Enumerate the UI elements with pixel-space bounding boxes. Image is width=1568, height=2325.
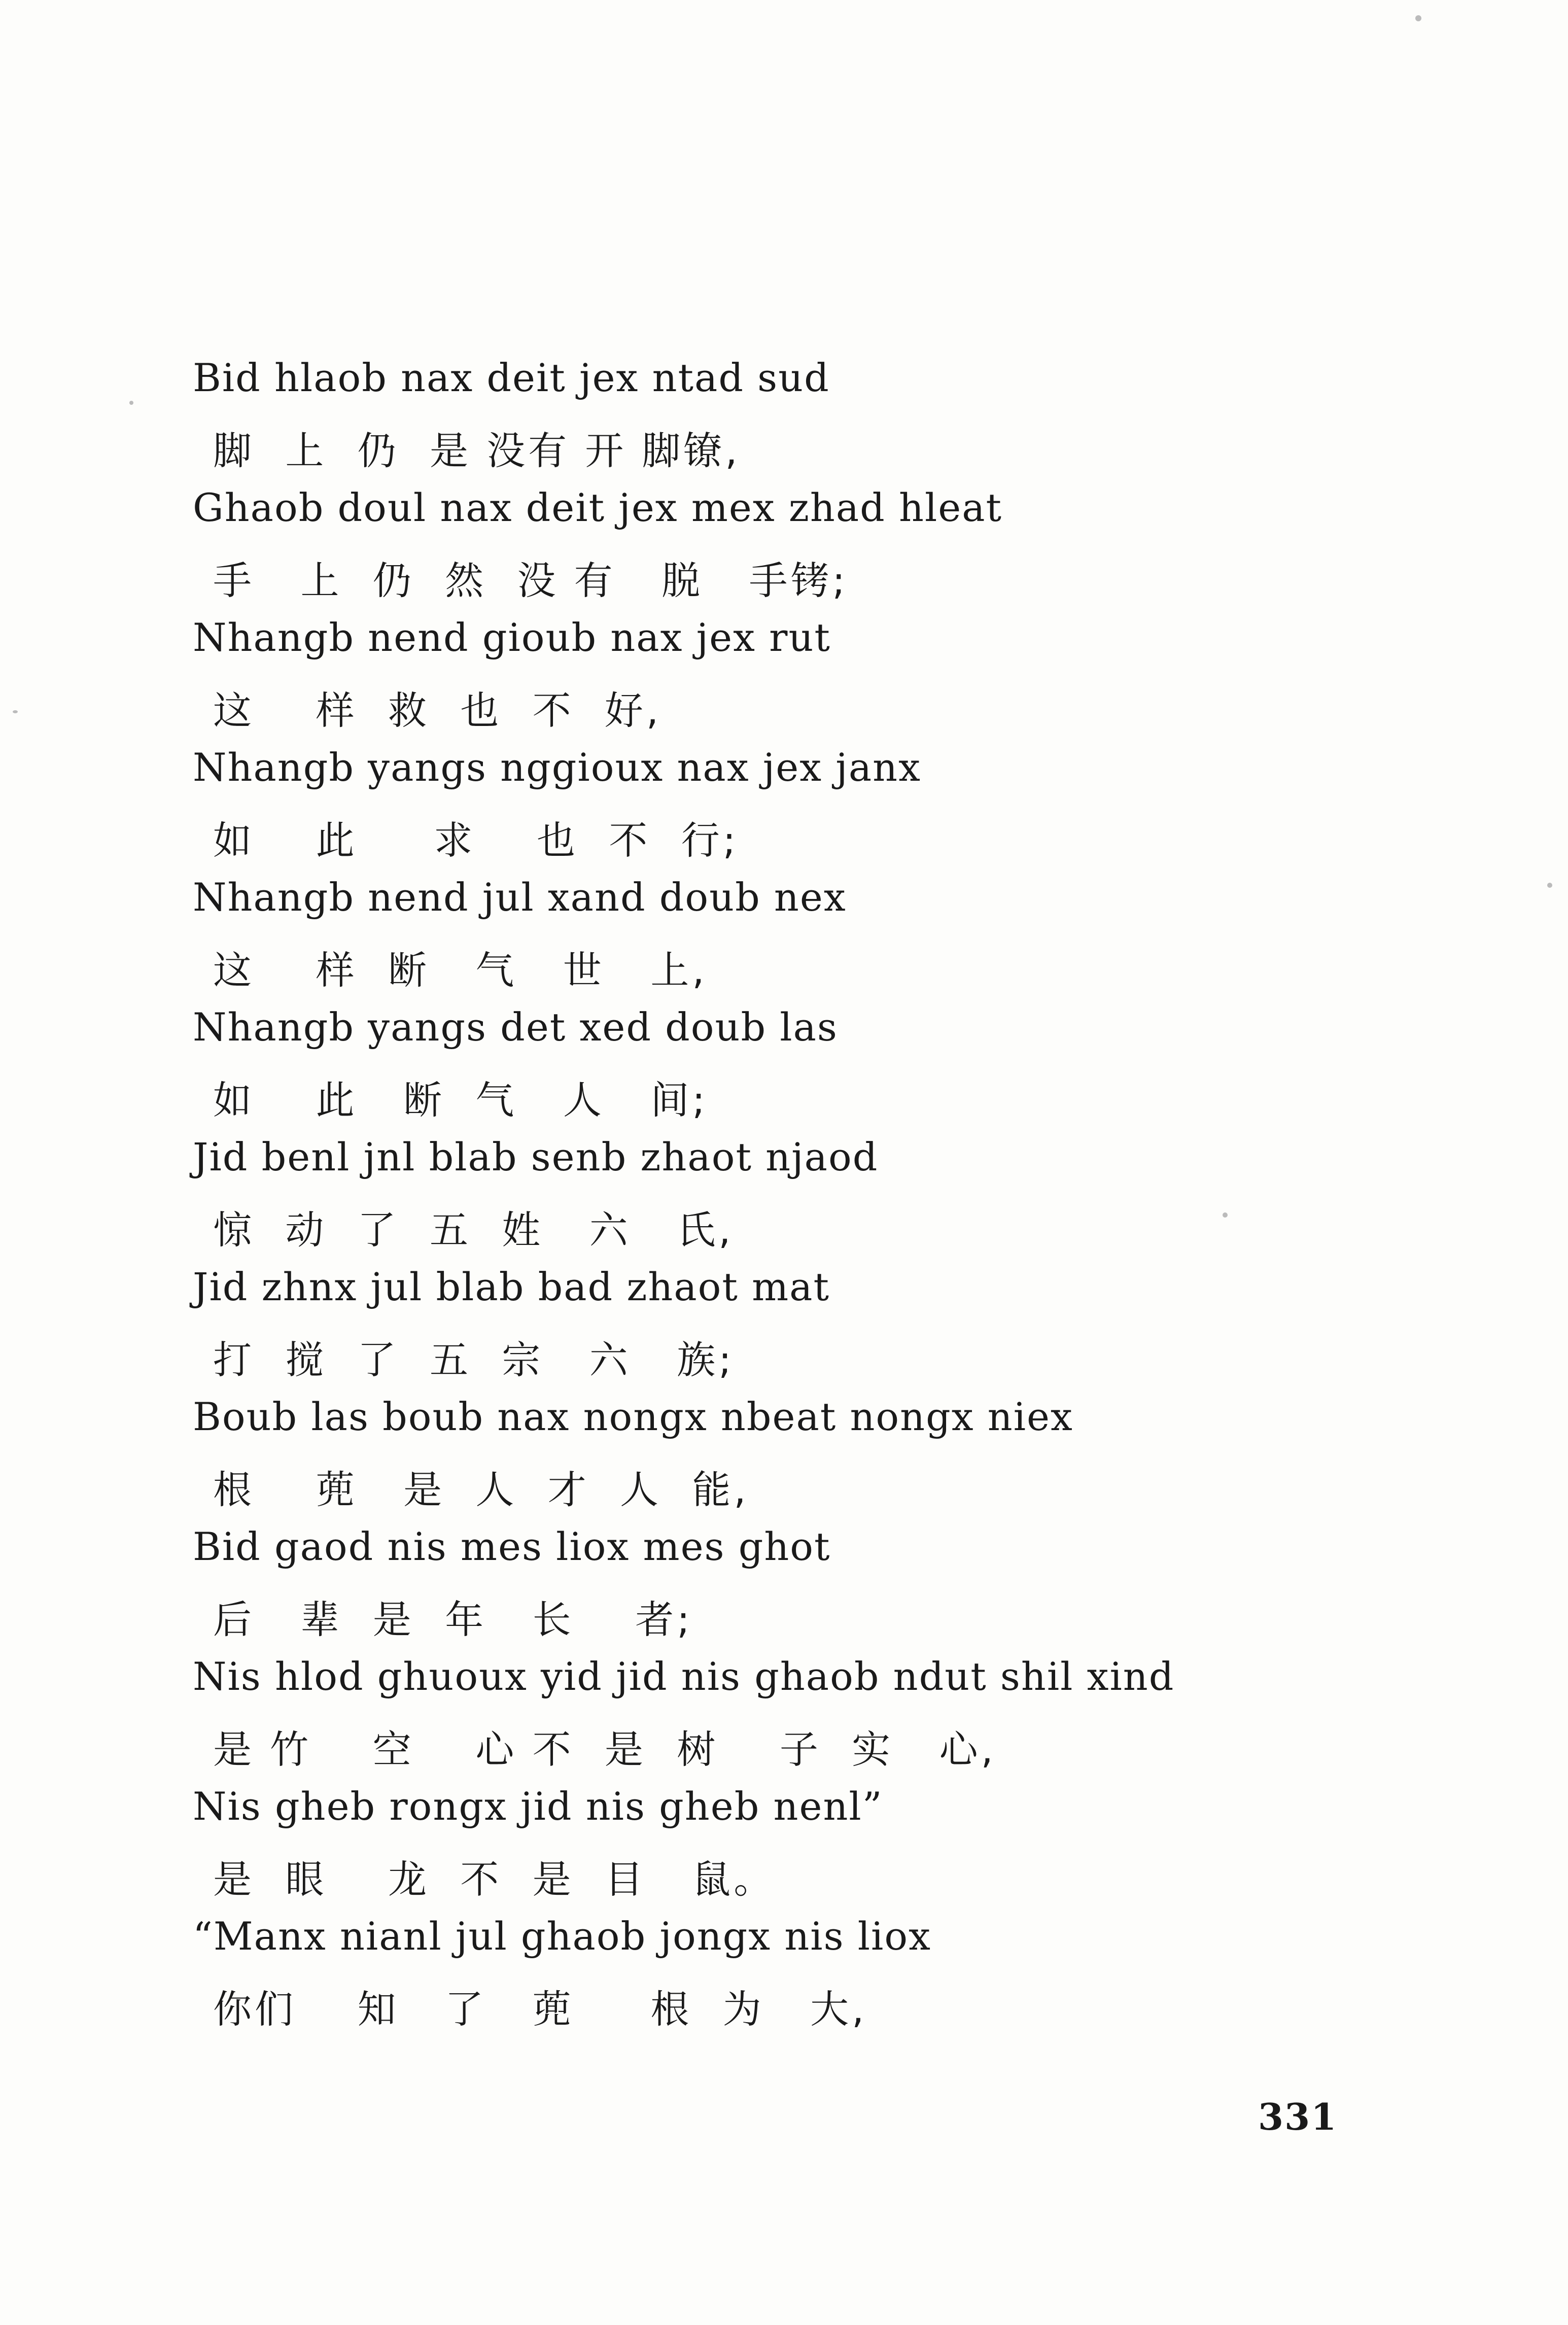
verse-line-roman: “Manx nianl jul ghaob jongx nis liox: [193, 1914, 931, 1959]
verse-line-roman: Nhangb yangs nggioux nax jex janx: [193, 745, 921, 790]
scan-speck: [1223, 1212, 1228, 1218]
verse-line-roman: Jid zhnx jul blab bad zhaot mat: [193, 1264, 830, 1309]
verse-line-chinese: 打 搅 了 五 宗 六 族;: [213, 1337, 735, 1382]
scan-speck: [129, 401, 133, 405]
verse-line-chinese: 脚 上 仍 是 没有 开 脚镣,: [213, 428, 741, 473]
verse-line-chinese: 如 此 求 也 不 行;: [213, 818, 739, 863]
verse-line-roman: Nhangb yangs det xed doub las: [193, 1004, 838, 1050]
verse-line-chinese: 是 竹 空 心 不 是 树 子 实 心,: [213, 1727, 996, 1772]
verse-line-roman: Nhangb nend gioub nax jex rut: [193, 615, 831, 660]
verse-line-roman: Jid benl jnl blab senb zhaot njaod: [193, 1134, 879, 1179]
page-number: 331: [1258, 2095, 1338, 2138]
verse-line-roman: Ghaob doul nax deit jex mex zhad hleat: [193, 485, 1003, 530]
verse-line-roman: Nis gheb rongx jid nis gheb nenl”: [193, 1784, 883, 1829]
verse-line-roman: Bid hlaob nax deit jex ntad sud: [193, 355, 830, 400]
verse-line-roman: Nis hlod ghuoux yid jid nis ghaob ndut shil xind: [193, 1654, 1175, 1699]
verse-line-chinese: 是 眼 龙 不 是 目 鼠。: [213, 1857, 776, 1902]
verse-line-roman: Nhangb nend jul xand doub nex: [193, 875, 847, 920]
verse-line-chinese: 后 辈 是 年 长 者;: [213, 1597, 693, 1642]
verse-line-chinese: 如 此 断 气 人 间;: [213, 1078, 708, 1123]
verse-line-chinese: 手 上 仍 然 没 有 脱 手铐;: [213, 558, 849, 603]
scan-speck: [1547, 883, 1552, 888]
verse-line-roman: Bid gaod nis mes liox mes ghot: [193, 1524, 831, 1569]
verse-line-chinese: 惊 动 了 五 姓 六 氏,: [213, 1207, 734, 1253]
verse-block: [193, 355, 1410, 2043]
scan-speck: [1415, 15, 1421, 21]
verse-line-chinese: 这 样 断 气 世 上,: [213, 948, 708, 993]
verse-line-chinese: 这 样 救 也 不 好,: [213, 688, 662, 733]
scan-speck: [13, 710, 18, 713]
verse-line-chinese: 你们 知 了 蔸 根 为 大,: [213, 1987, 867, 2032]
verse-line-chinese: 根 蔸 是 人 才 人 能,: [213, 1467, 749, 1512]
verse-line-roman: Boub las boub nax nongx nbeat nongx niex: [193, 1394, 1073, 1439]
